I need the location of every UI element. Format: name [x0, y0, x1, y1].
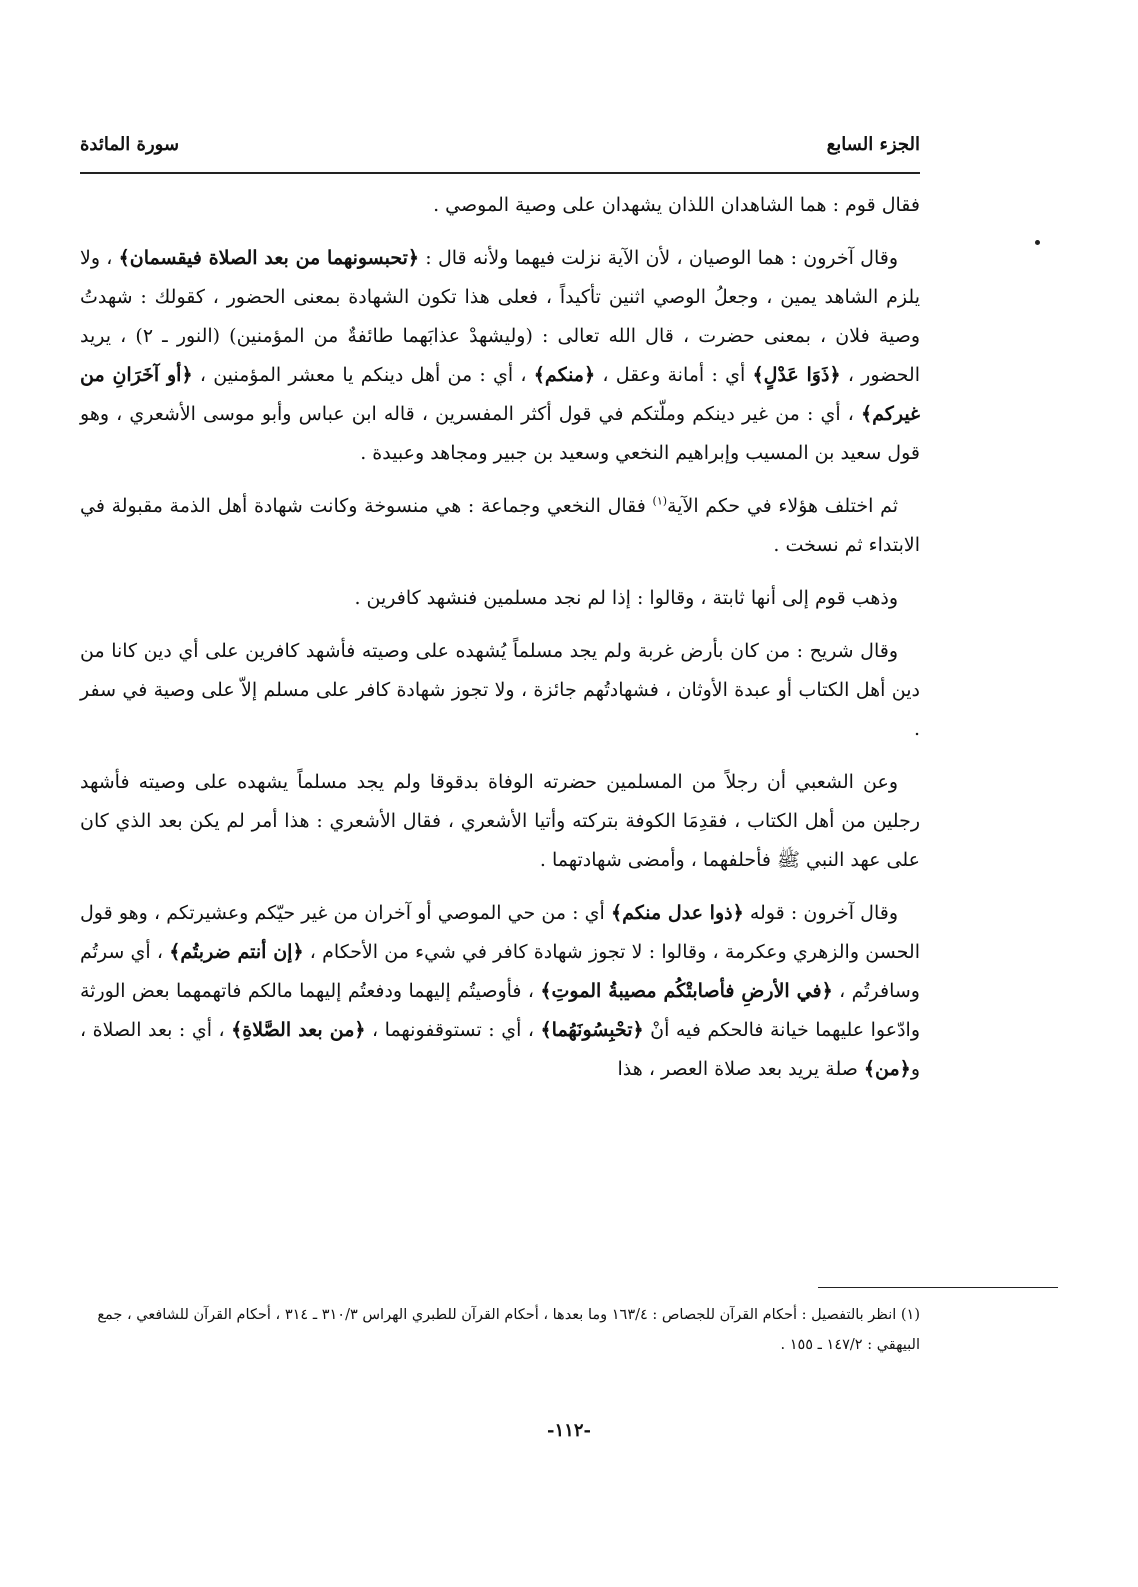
running-header [80, 128, 920, 174]
quran-quote: ﴿تحبسونهما من بعد الصلاة فيقسمان﴾ [118, 247, 420, 269]
text-run: وقال شريح : من كان بأرض غربة ولم يجد مسلماً يُشهده على وصيته فأشهد كافرين على أي دين كانا من دين أهل الكتاب أو عبدة الأوثان ، فشهادتُهم جائزة ، ولا تجوز شهادة كافر على مسلم إلاّ على وصية في سفر . [80, 640, 920, 740]
text-run: ، أي : تستوقفونهما ، [365, 1019, 541, 1041]
body-text [80, 186, 920, 1103]
paragraph [80, 894, 920, 1089]
text-run: ، أي سرتُم وسافرتُم ، [80, 941, 920, 1002]
paragraph [80, 487, 920, 565]
part-title: الجزء السابع [826, 134, 920, 155]
paragraph [80, 632, 920, 749]
text-run: وعن الشعبي أن رجلاً من المسلمين حضرته الوفاة بدقوقا ولم يجد مسلماً يشهده على وصيته فأشهد رجلين من أهل الكتاب ، فقدِمَا الكوفة بتركته وأتيا الأشعري ، فقال الأشعري : هذا أمر لم يكن بعد الذي كان على عهد النبي ﷺ فأحلفهما ، وأمضى شهادتهما . [80, 771, 920, 871]
text-run: وقال آخرون : هما الوصيان ، لأن الآية نزلت فيهما ولأنه قال : [419, 247, 899, 269]
quran-quote: ﴿أو آخَرَانِ من غيركم﴾ [80, 364, 920, 425]
text-run: فقال قوم : هما الشاهدان اللذان يشهدان على وصية الموصي . [433, 194, 920, 216]
surah-title: سورة المائدة [80, 134, 180, 155]
scan-speck [1035, 240, 1040, 245]
paragraph [80, 239, 920, 473]
footnote: (١) انظر بالتفصيل : أحكام القرآن للجصاص : ١٦٣/٤ وما بعدها ، أحكام القرآن للطبري الهراس ٣١٠/٣ ـ ٣١٤ ، أحكام القرآن للشافعي ، جمع البيهقي : ١٤٧/٢ ـ ١٥٥ . [97, 1307, 920, 1353]
footnote-divider [818, 1287, 1058, 1288]
quran-quote: ﴿من بعد الصَّلاةِ﴾ [231, 1019, 366, 1041]
quran-quote: ﴿إن أنتم ضربتُم﴾ [169, 941, 304, 963]
paragraph [80, 579, 920, 618]
text-run: وذهب قوم إلى أنها ثابتة ، وقالوا : إذا لم نجد مسلمين فنشهد كافرين . [354, 587, 898, 609]
text-run: وقال آخرون : قوله [743, 902, 899, 924]
quran-quote: ﴿ذوا عدل منكم﴾ [610, 902, 744, 924]
paragraph [80, 763, 920, 880]
text-run: ثم اختلف هؤلاء في حكم الآية [667, 495, 898, 517]
text-run: صلة يريد بعد صلاة العصر ، هذا [617, 1058, 864, 1080]
paragraph [80, 186, 920, 225]
quran-quote: ﴿تحْبِسُونَهُما﴾ [540, 1019, 644, 1041]
quran-quote: ﴿في الأرضِ فأصابتْكُم مصيبةُ الموتِ﴾ [540, 980, 833, 1002]
text-run: ، فأوصيتُم إليهما ودفعتُم إليهما مالكم فاتهمهما بعض الورثة وادّعوا عليهما خيانة فالحكم فيه أنْ [80, 980, 921, 1041]
quran-quote: ﴿من﴾ [863, 1058, 911, 1080]
text-run: ، أي : بعد الصلاة ، و [80, 1019, 920, 1080]
text-run: أي : من حي الموصي أو آخران من غير حيّكم وعشيرتكم ، وهو قول الحسن والزهري وعكرمة ، وقالوا : لا تجوز شهادة كافر في شيء من الأحكام ، [80, 902, 920, 963]
page-number: -١١٢- [547, 1420, 591, 1441]
text-run: فقال النخعي وجماعة : هي منسوخة وكانت شهادة أهل الذمة مقبولة في الابتداء ثم نسخت . [80, 495, 920, 556]
text-run: ، أي : من غير دينكم وملّتكم في قول أكثر المفسرين ، قاله ابن عباس وأبو موسى الأشعري ، وهو قول سعيد بن المسيب وإبراهيم النخعي وسعيد بن جبير ومجاهد وعبيدة . [80, 403, 920, 464]
quran-quote: ﴿ذَوَا عَدْلٍ﴾ [752, 364, 841, 386]
footnote-ref: (١) [652, 494, 668, 508]
text-run: ، ولا يلزم الشاهد يمين ، وجعلُ الوصي اثنين تأكيداً ، فعلى هذا تكون الشهادة بمعنى الحضور ، كقولك : شهدتُ وصية فلان ، بمعنى حضرت ، قال الله تعالى : (وليشهدْ عذابَهما طائفةٌ من المؤمنين) (النور ـ ٢) ، يريد الحضور ، [80, 247, 920, 386]
quran-quote: ﴿منكم﴾ [533, 364, 596, 386]
text-run: ، أي : من أهل دينكم يا معشر المؤمنين ، [192, 364, 534, 386]
text-run: أي : أمانة وعقل ، [595, 364, 753, 386]
